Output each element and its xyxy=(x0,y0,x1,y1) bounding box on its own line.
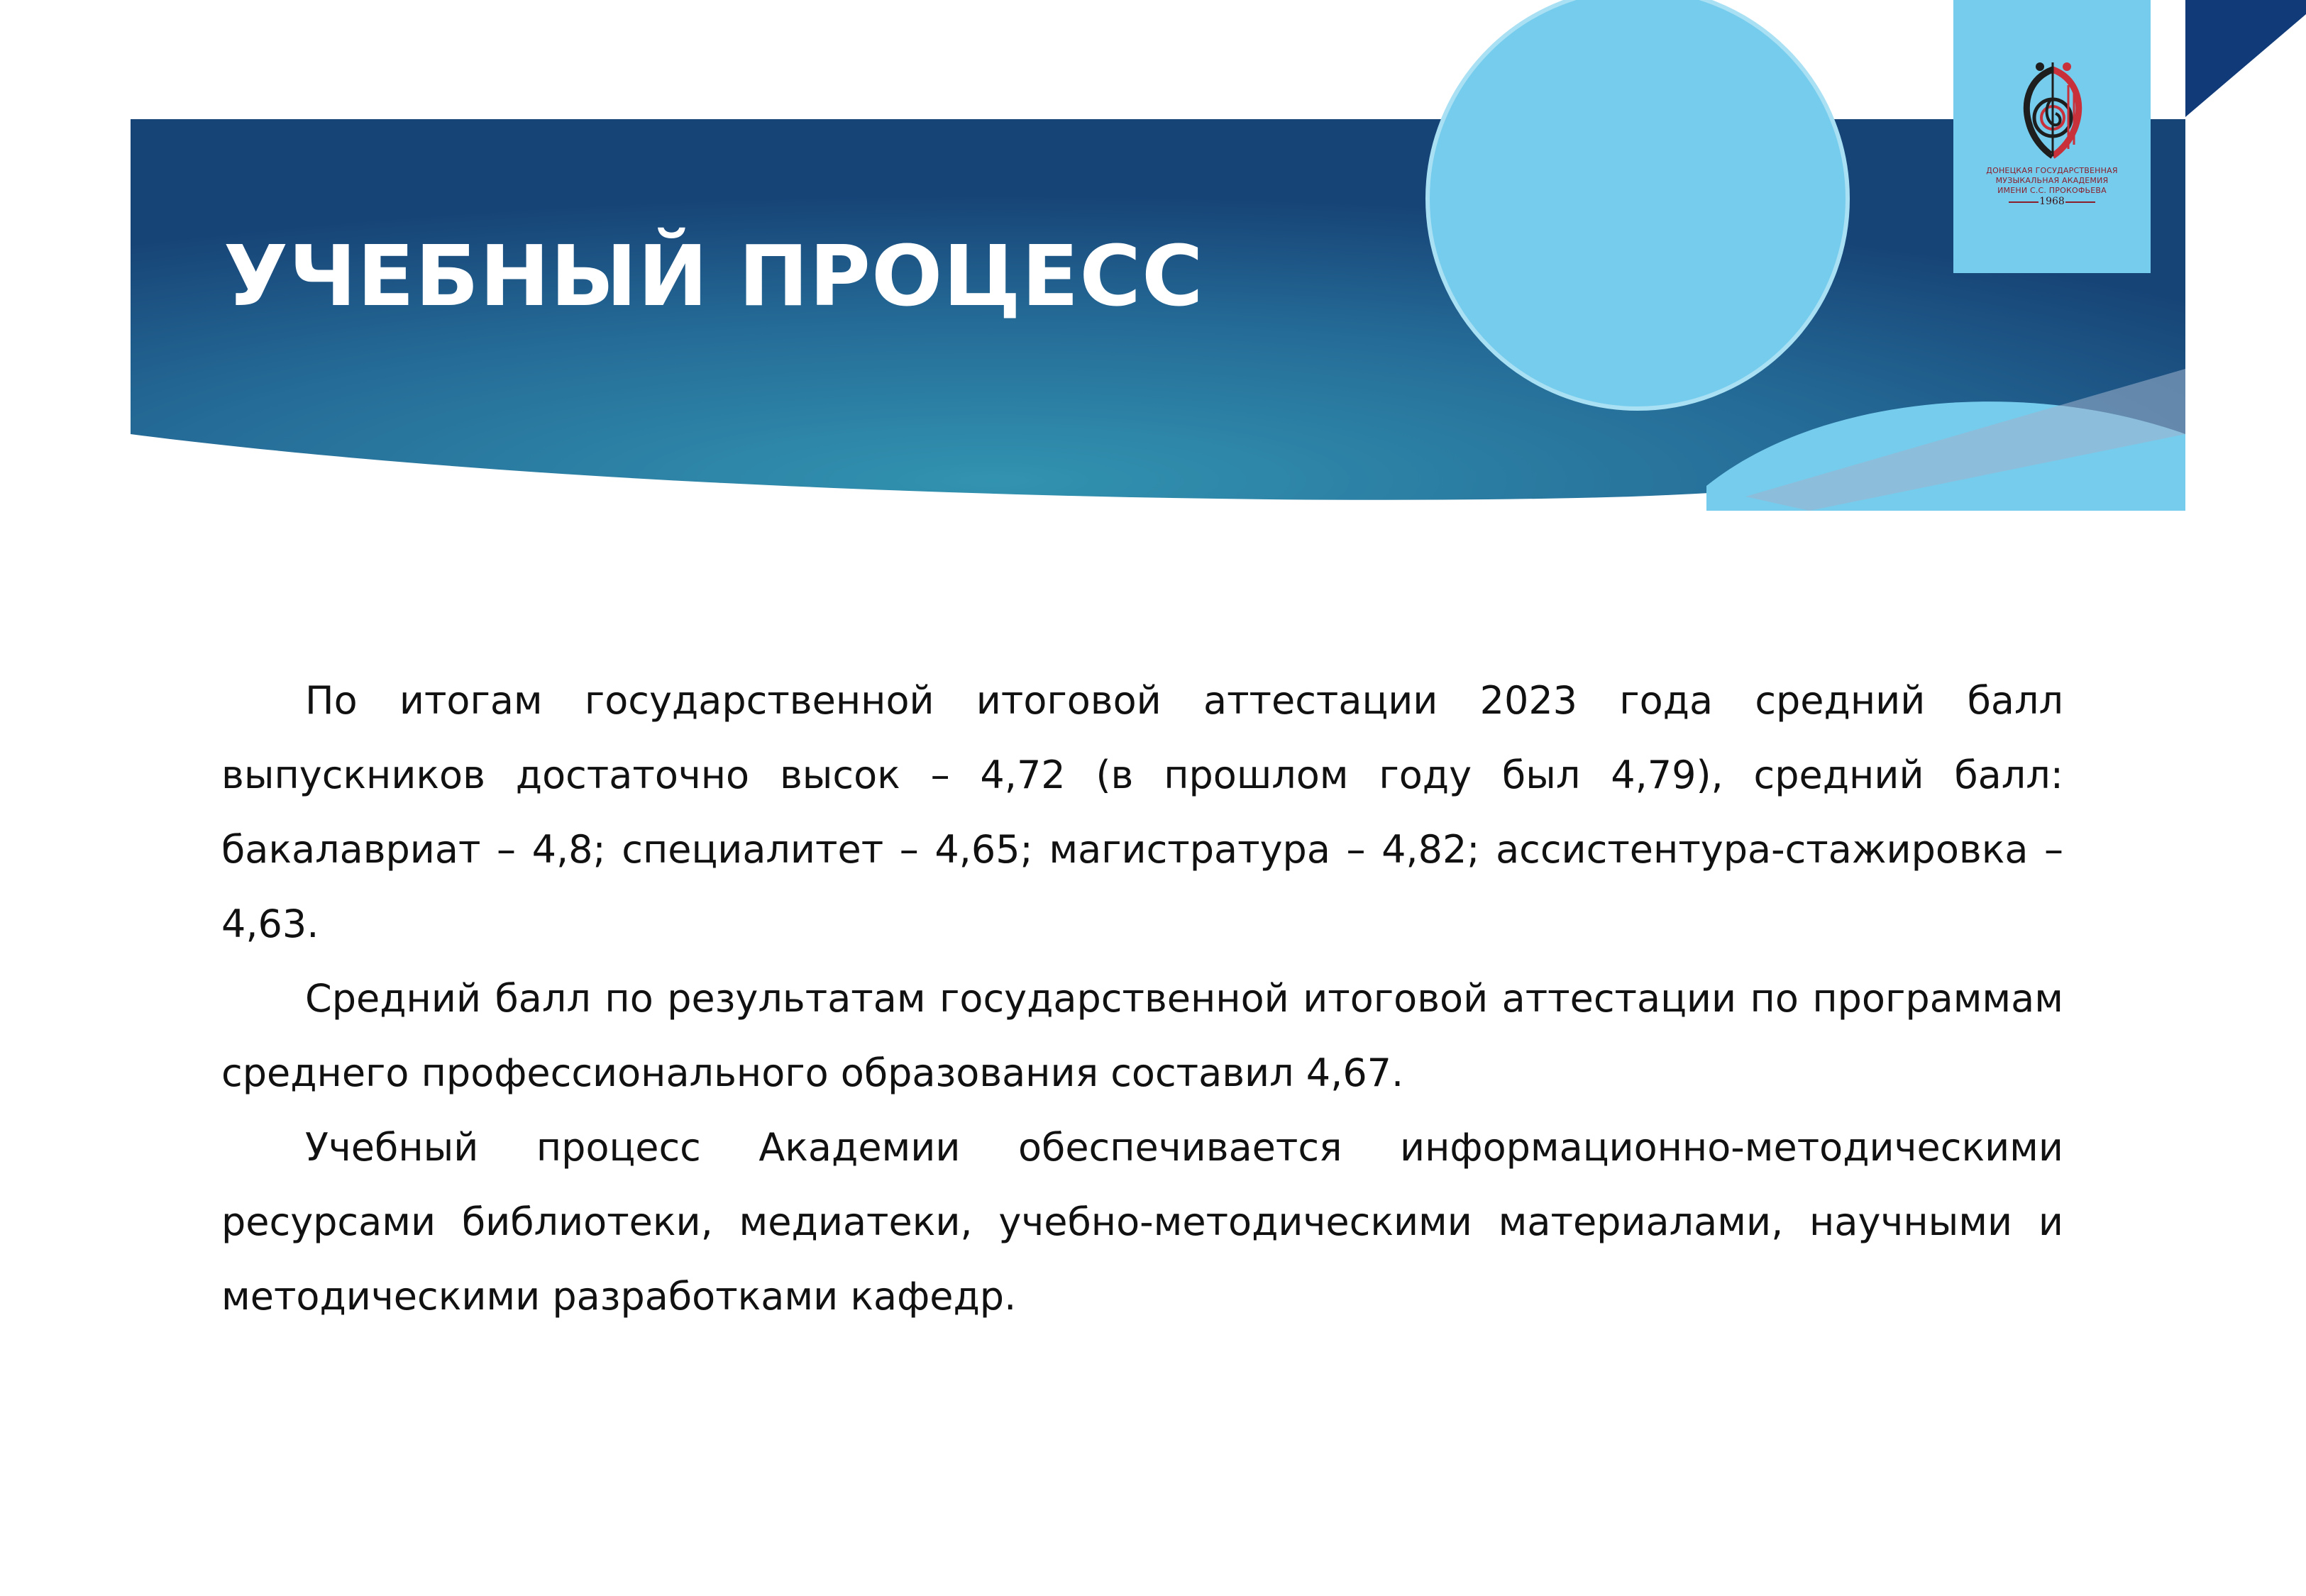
body-text xyxy=(221,663,2063,1334)
logo-line-2: МУЗЫКАЛЬНАЯ АКАДЕМИЯ xyxy=(1995,176,2109,185)
logo-line-3: ИМЕНИ С.С. ПРОКОФЬЕВА xyxy=(1997,186,2107,195)
slide-title: УЧЕБНЫЙ ПРОЦЕСС xyxy=(224,227,1204,325)
paragraph-attestation-results: По итогам государственной итоговой аттестации 2023 года средний балл выпускников достаточно высок – 4,72 (в прошлом году был 4,79), средний балл: бакалавриат – 4,8; специалитет – 4,65; магистратура – 4,82; ассистентура-стажировка – 4,63. xyxy=(221,678,2063,946)
logo-year: 1968 xyxy=(2039,196,2065,207)
paragraph-educational-resources: Учебный процесс Академии обеспечивается информационно-методическими ресурсами библиотеки, медиатеки, учебно-методическими материалами, научными и методическими разработками кафедр. xyxy=(221,1125,2063,1319)
logo-rule-right xyxy=(2065,201,2095,203)
academy-logo xyxy=(1953,0,2151,273)
academy-emblem-icon xyxy=(2010,57,2095,163)
paragraph-spo-average: Средний балл по результатам государственной итоговой аттестации по программам среднего профессионального образования составил 4,67. xyxy=(221,976,2063,1095)
logo-line-1: ДОНЕЦКАЯ ГОСУДАРСТВЕННАЯ xyxy=(1986,166,2118,175)
